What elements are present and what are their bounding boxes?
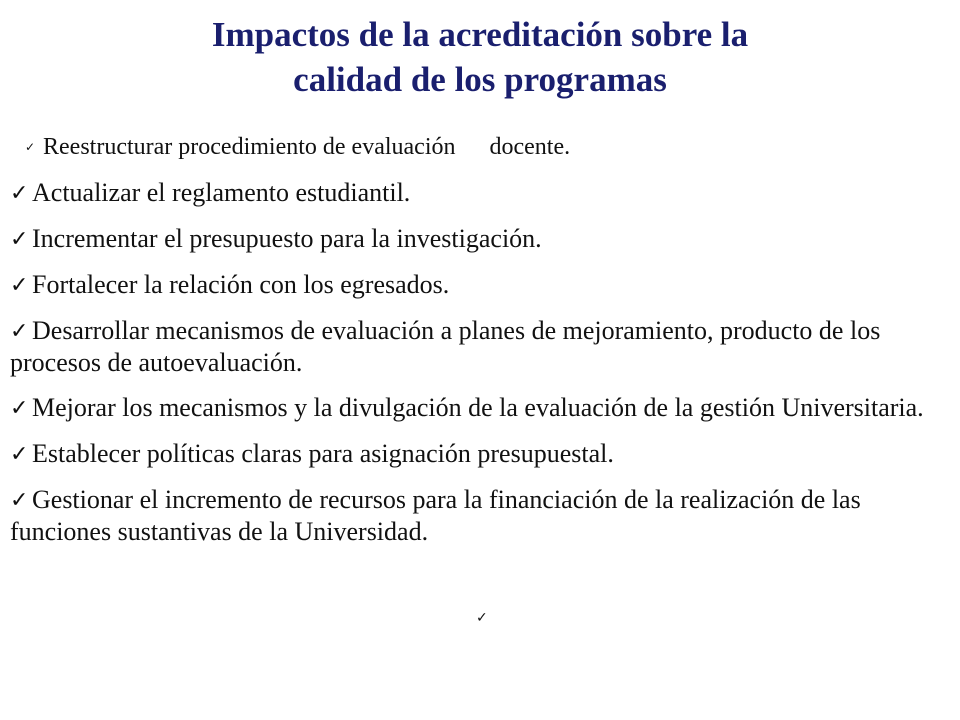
bullet-item-5 <box>10 315 945 378</box>
checkmark-icon: ✓ <box>10 227 29 252</box>
bullet-text-6: Mejorar los mecanismos y la divulgación de la evaluación de la gestión Universitaria. <box>32 393 924 422</box>
bullet-text-5b: procesos de autoevaluación. <box>10 348 303 377</box>
bullet-text-1b: docente. <box>489 134 571 160</box>
bullet-item-2 <box>10 177 945 209</box>
checkmark-icon: ✓ <box>10 488 29 513</box>
bullet-item-3 <box>10 223 945 255</box>
bullet-list <box>10 132 945 561</box>
bullet-item-1 <box>10 132 945 163</box>
bullet-text-2: Actualizar el reglamento estudiantil. <box>32 178 411 207</box>
bullet-text-1a: Reestructurar procedimiento de evaluación <box>43 134 456 160</box>
bullet-item-6 <box>10 392 945 424</box>
bullet-text-3: Incrementar el presupuesto para la investigación. <box>32 224 542 253</box>
bullet-item-4 <box>10 269 945 301</box>
checkmark-icon: ✓ <box>10 442 29 467</box>
slide-title-line-2: calidad de los programas <box>293 60 667 99</box>
bullet-text-4: Fortalecer la relación con los egresados. <box>32 270 450 299</box>
slide-title-line-1: Impactos de la acreditación sobre la <box>211 15 749 54</box>
bullet-item-8 <box>10 484 945 547</box>
bullet-text-5a: Desarrollar mecanismos de evaluación a planes de mejoramiento, producto de los <box>32 316 881 345</box>
slide-title <box>0 12 960 102</box>
checkmark-icon: ✓ <box>25 140 36 154</box>
bullet-item-7 <box>10 438 945 470</box>
checkmark-icon: ✓ <box>10 396 29 421</box>
checkmark-icon: ✓ <box>10 181 29 206</box>
empty-bullet-checkmark-icon: ✓ <box>476 610 488 626</box>
checkmark-icon: ✓ <box>10 319 29 344</box>
bullet-text-7: Establecer políticas claras para asignación presupuestal. <box>32 439 614 468</box>
bullet-text-8: Gestionar el incremento de recursos para la financiación de la realización de las funciones sustantivas de la Universidad. <box>10 485 861 546</box>
checkmark-icon: ✓ <box>10 273 29 298</box>
